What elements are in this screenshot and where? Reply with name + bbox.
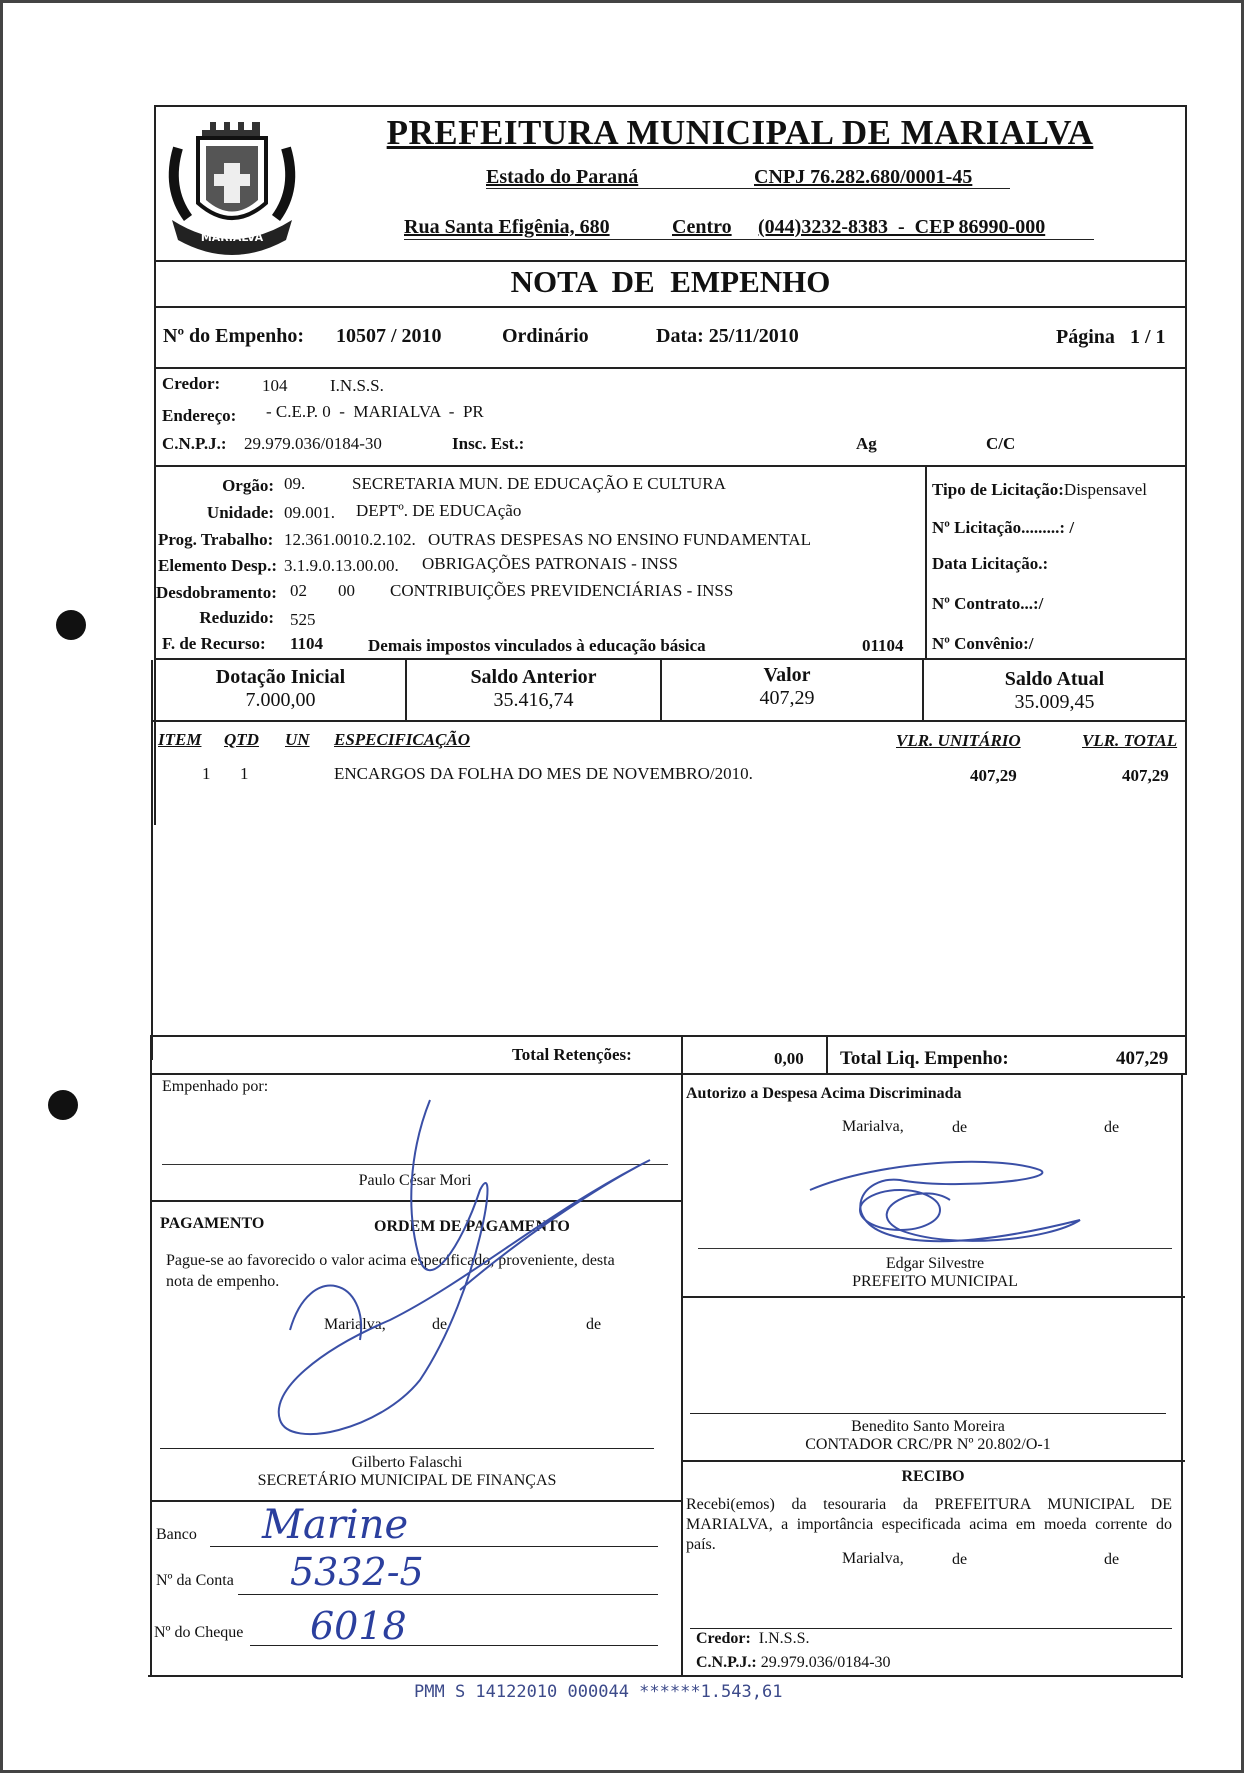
orgao-code: 09.: [284, 474, 306, 493]
phone-cep: (044)3232-8383 - CEP 86990-000: [758, 216, 1046, 238]
municipality-title: PREFEITURA MUNICIPAL DE MARIALVA: [386, 113, 1094, 152]
payment-stamp: PMM S 14122010 000044 ******1.543,61: [414, 1682, 783, 1702]
signature-secretario: [230, 1090, 670, 1470]
cc-label: C/C: [986, 434, 1016, 453]
state-name: Estado do Paraná: [486, 166, 639, 188]
desdobramento-b: 00: [338, 581, 355, 600]
dotacao-inicial: Dotação Inicial 7.000,00: [215, 666, 346, 711]
numero-convenio: Nº Convênio:/: [932, 634, 1034, 653]
item-number: 1: [202, 764, 211, 783]
reduzido-label: Reduzido:: [199, 608, 274, 627]
empenhado-por-name: Paulo César Mori: [358, 1172, 472, 1189]
ag-label: Ag: [856, 434, 877, 453]
elemento-label: Elemento Desp.:: [158, 556, 277, 575]
autorizo-city: Marialva,: [842, 1118, 904, 1135]
contador-title: CONTADOR CRC/PR Nº 20.802/O-1: [805, 1436, 1051, 1453]
banco-label: Banco: [156, 1526, 197, 1543]
recibo-text-1: Recebi(emos) da tesouraria da PREFEITURA MUNICIPAL DE: [686, 1496, 1172, 1513]
col-header-total-value: VLR. TOTAL: [1082, 731, 1178, 750]
pagamento-de-2: de: [586, 1316, 602, 1333]
item-total-value: 407,29: [1122, 766, 1169, 785]
tipo-licitacao: Tipo de Licitação:Dispensavel: [932, 480, 1148, 499]
col-header-un: UN: [285, 730, 310, 749]
page-label: Página: [1056, 326, 1115, 348]
banco-value: Marine: [262, 1502, 409, 1548]
conta-label: Nº da Conta: [156, 1572, 234, 1589]
recurso-name: Demais impostos vinculados à educação básica: [368, 636, 706, 655]
empenhado-por-label: Empenhado por:: [162, 1078, 269, 1095]
empenho-number: 10507 / 2010: [336, 325, 442, 347]
document-title: NOTA DE EMPENHO: [510, 264, 831, 299]
unidade-name: DEPTº. DE EDUCAção: [356, 501, 522, 520]
recibo-title: RECIBO: [901, 1468, 965, 1485]
col-header-qtd: QTD: [224, 730, 259, 749]
elemento-code: 3.1.9.0.13.00.00.: [284, 556, 399, 575]
prog-trabalho-label: Prog. Trabalho:: [158, 530, 274, 549]
saldo-anterior: Saldo Anterior 35.416,74: [470, 666, 597, 711]
recurso-number: 01104: [862, 636, 904, 655]
svg-text:MARIALVA: MARIALVA: [200, 231, 264, 244]
prog-trabalho-code: 12.361.0010.2.102.: [284, 530, 416, 549]
pagamento-label: PAGAMENTO: [160, 1215, 265, 1232]
col-header-item: ITEM: [158, 730, 202, 749]
ordem-pagamento-label: ORDEM DE PAGAMENTO: [374, 1218, 570, 1235]
contador-name: Benedito Santo Moreira: [851, 1418, 1005, 1435]
valor-empenho: Valor 407,29: [759, 664, 815, 709]
autorizo-label: Autorizo a Despesa Acima Discriminada: [686, 1085, 962, 1102]
pagamento-de-1: de: [432, 1316, 448, 1333]
total-retencoes: 0,00: [774, 1049, 804, 1068]
desdobramento-a: 02: [290, 581, 307, 600]
numero-contrato: Nº Contrato...:/: [932, 594, 1044, 613]
pague-text-1: Pague-se ao favorecido o valor acima especificado, proveniente, desta: [166, 1252, 615, 1269]
cnpj-header: CNPJ 76.282.680/0001-45: [754, 166, 973, 188]
secretario-name: Gilberto Falaschi: [351, 1454, 463, 1471]
signature-prefeito: [800, 1150, 1100, 1260]
credor-code: 104: [262, 376, 288, 395]
elemento-name: OBRIGAÇÕES PATRONAIS - INSS: [422, 554, 678, 573]
total-liquido: 407,29: [1116, 1048, 1169, 1069]
desdobramento-label: Desdobramento:: [156, 583, 277, 602]
col-header-spec: ESPECIFICAÇÃO: [334, 730, 471, 749]
orgao-label: Orgão:: [222, 476, 274, 495]
reduzido-value: 525: [290, 610, 316, 629]
page-number: 1 / 1: [1130, 326, 1166, 348]
secretario-title: SECRETÁRIO MUNICIPAL DE FINANÇAS: [257, 1472, 557, 1489]
punch-hole-top: [56, 610, 86, 640]
recibo-text-2: MARIALVA, a importância especificada acima em moeda corrente do: [686, 1516, 1172, 1533]
street-address: Rua Santa Efigênia, 680: [404, 216, 610, 238]
cheque-value: 6018: [310, 1604, 407, 1648]
item-unit-value: 407,29: [970, 766, 1017, 785]
recibo-de-2: de: [1104, 1551, 1120, 1568]
empenho-type: Ordinário: [502, 325, 589, 347]
credor-label: Credor:: [162, 374, 221, 393]
recibo-text-3: país.: [686, 1536, 716, 1553]
endereco-label: Endereço:: [162, 406, 237, 425]
unidade-code: 09.001.: [284, 503, 335, 522]
unidade-label: Unidade:: [206, 503, 274, 522]
municipal-crest-icon: [158, 108, 306, 258]
insc-est-label: Insc. Est.:: [452, 434, 525, 453]
item-spec: ENCARGOS DA FOLHA DO MES DE NOVEMBRO/2010.: [334, 764, 753, 783]
autorizo-de-1: de: [952, 1119, 968, 1136]
total-retencoes-label: Total Retenções:: [512, 1045, 632, 1064]
total-liquido-label: Total Liq. Empenho:: [840, 1048, 1009, 1069]
item-qtd: 1: [240, 764, 249, 783]
recurso-code: 1104: [290, 634, 324, 653]
orgao-name: SECRETARIA MUN. DE EDUCAÇÃO E CULTURA: [352, 474, 726, 493]
recurso-label: F. de Recurso:: [162, 634, 266, 653]
recibo-credor: Credor: I.N.S.S.: [696, 1630, 810, 1647]
empenho-date: Data: 25/11/2010: [656, 325, 799, 347]
conta-value: 5332-5: [290, 1550, 424, 1594]
recibo-city: Marialva,: [842, 1550, 904, 1567]
credor-cnpj: 29.979.036/0184-30: [244, 434, 382, 453]
credor-address: - C.E.P. 0 - MARIALVA - PR: [266, 402, 484, 421]
col-header-unit-value: VLR. UNITÁRIO: [896, 731, 1021, 750]
recibo-de-1: de: [952, 1551, 968, 1568]
credor-name: I.N.S.S.: [330, 376, 384, 395]
saldo-atual: Saldo Atual 35.009,45: [1004, 668, 1105, 713]
recibo-cnpj: C.N.P.J.: 29.979.036/0184-30: [696, 1654, 891, 1671]
data-licitacao: Data Licitação.:: [932, 554, 1049, 573]
punch-hole-bottom: [48, 1090, 78, 1120]
cnpj-label: C.N.P.J.:: [162, 434, 227, 453]
district: Centro: [672, 216, 732, 238]
numero-licitacao: Nº Licitação.........: /: [932, 518, 1075, 537]
empenho-number-label: Nº do Empenho:: [163, 325, 305, 347]
prefeito-title: PREFEITO MUNICIPAL: [852, 1273, 1018, 1290]
cheque-label: Nº do Cheque: [154, 1624, 244, 1641]
pague-text-2: nota de empenho.: [166, 1273, 280, 1290]
prefeito-name: Edgar Silvestre: [885, 1255, 985, 1272]
pagamento-city: Marialva,: [324, 1316, 386, 1333]
autorizo-de-2: de: [1104, 1119, 1120, 1136]
prog-trabalho-name: OUTRAS DESPESAS NO ENSINO FUNDAMENTAL: [428, 530, 812, 549]
desdobramento-name: CONTRIBUIÇÕES PREVIDENCIÁRIAS - INSS: [390, 581, 734, 600]
